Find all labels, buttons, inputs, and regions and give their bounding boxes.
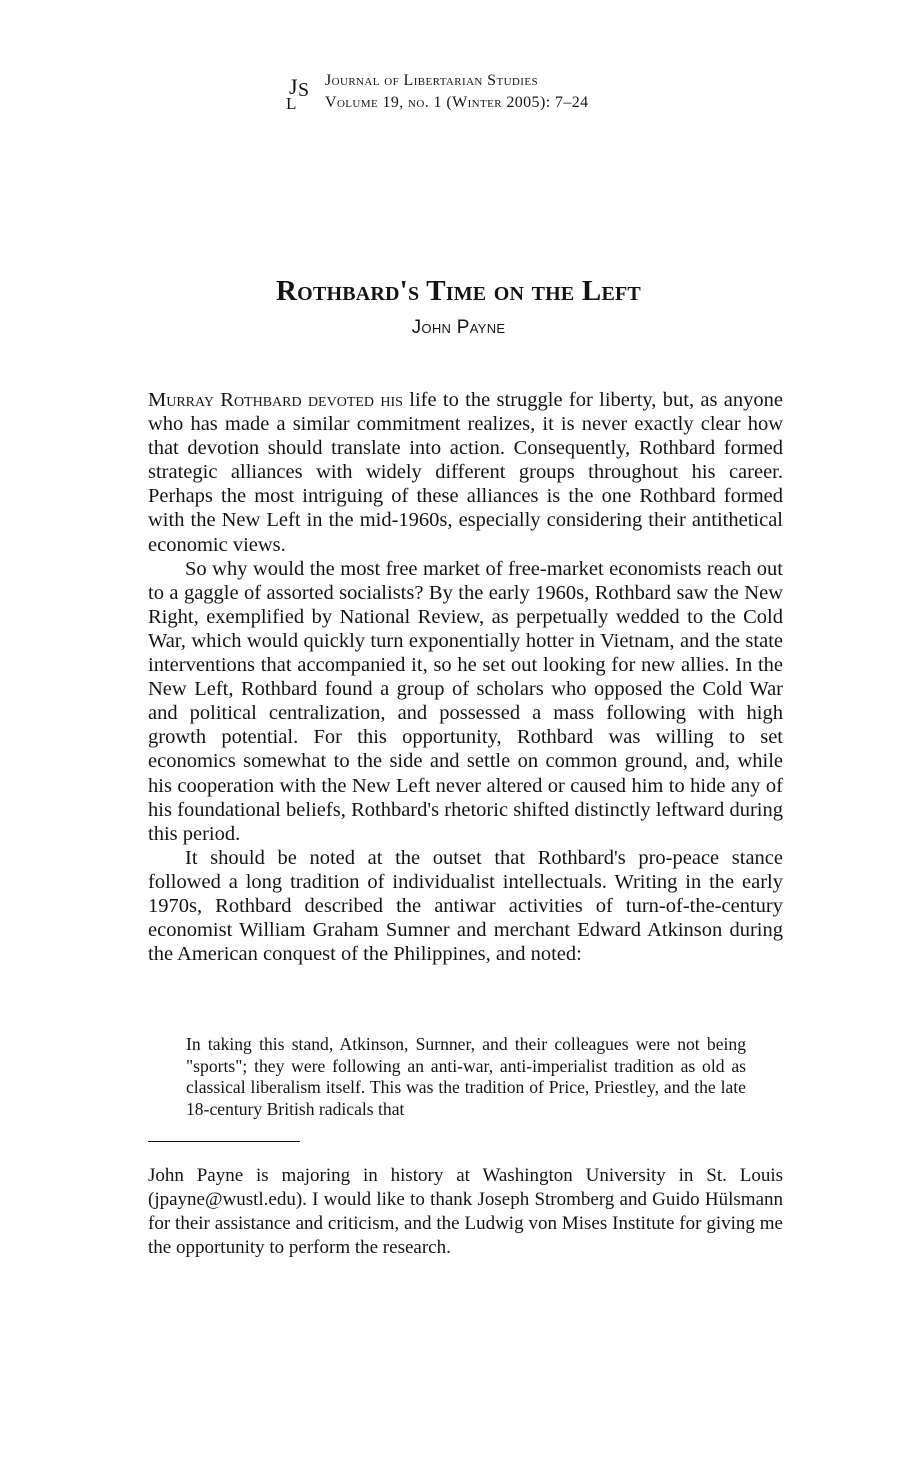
journal-header (285, 70, 705, 116)
article-title: Rothbard's Time on the Left (276, 275, 641, 308)
svg-text:L: L (286, 94, 297, 112)
jls-logo-icon (285, 72, 319, 112)
lead-in: Murray Rothbard devoted his (148, 389, 403, 411)
paragraph-1 (148, 388, 783, 557)
paragraph-3: It should be noted at the outset that Rothbard's pro-peace stance followed a long tradition of individualist intellectuals. Writing in the early 1970s, Rothbard described the antiwar activities of turn-of-the-century economist William Graham Sumner and merchant Edward Atkinson during the American conquest of the Philippines, and noted: (148, 846, 783, 966)
svg-text:S: S (298, 79, 310, 101)
journal-name: Journal of Libertarian Studies (325, 72, 538, 89)
block-quote: In taking this stand, Atkinson, Surnner, and their colleagues were not being "sports"; they were following an anti-war, anti-imperialist tradition as old as classical liberalism itself. This was the tradition of Price, Priestley, and the late 18-century British radicals that (186, 1034, 746, 1119)
article-body (148, 388, 783, 966)
svg-text:J: J (289, 74, 298, 99)
article-author: John Payne (411, 317, 506, 338)
footnote-divider (148, 1141, 300, 1142)
paragraph-2: So why would the most free market of free-market economists reach out to a gaggle of assorted socialists? By the early 1960s, Rothbard saw the New Right, exemplified by National Review, as perpetually wedded to the Cold War, which would quickly turn exponentially hotter in Vietnam, and the state interventions that accompanied it, so he set out looking for new allies. In the New Left, Rothbard found a group of scholars who opposed the Cold War and political centralization, and possessed a mass following with high growth potential. For this opportunity, Rothbard was willing to set economics somewhat to the side and settle on common ground, and, while his cooperation with the New Left never altered or caused him to hide any of his foundational beliefs, Rothbard's rhetoric shifted distinctly leftward during this period. (148, 557, 783, 845)
paragraph-1-text: life to the struggle for liberty, but, as anyone who has made a similar commitment realizes, it is never exactly clear how that devotion should translate into action. Consequently, Rothbard formed strategic alliances with widely different groups throughout his career. Perhaps the most intriguing of these alliances is the one Rothbard formed with the New Left in the mid-1960s, especially considering their antithetical economic views. (148, 389, 783, 556)
volume-info: Volume 19, no. 1 (Winter 2005): 7–24 (325, 94, 589, 111)
author-footnote: John Payne is majoring in history at Washington University in St. Louis (jpayne@wustl.edu). I would like to thank Joseph Stromberg and Guido Hülsmann for their assistance and criticism, and the Ludwig von Mises Institute for giving me the opportunity to perform the research. (148, 1165, 783, 1258)
